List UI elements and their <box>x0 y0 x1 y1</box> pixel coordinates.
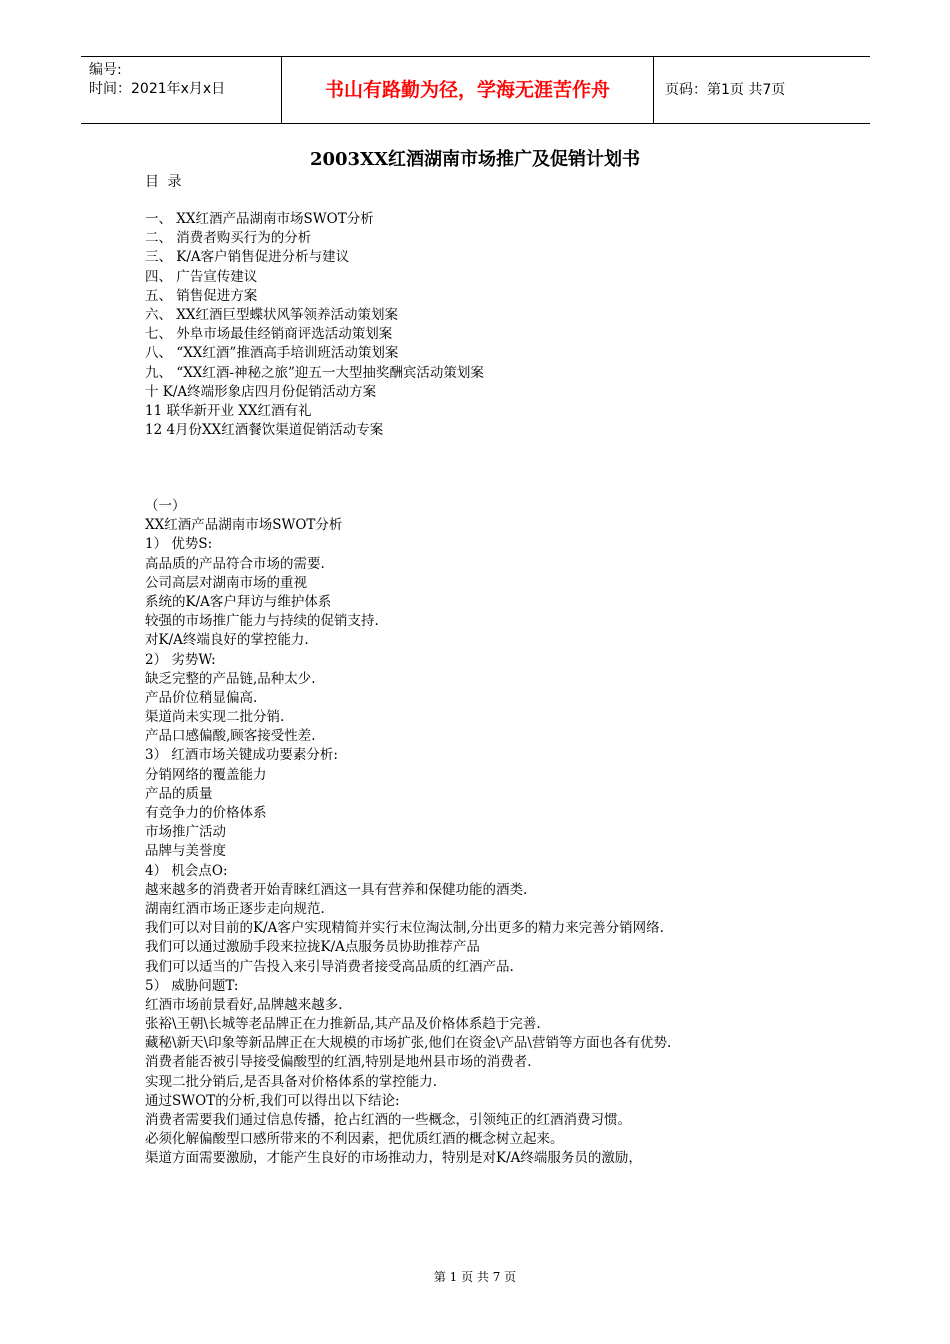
body-line: 藏秘\新天\印象等新品牌正在大规模的市场扩张,他们在资金\产品\营销等方面也各有优势. <box>145 1035 672 1052</box>
body-line: 产品口感偏酸,顾客接受性差. <box>145 728 316 745</box>
body-line: 有竞争力的价格体系 <box>145 805 267 821</box>
toc-item: 七、 外阜市场最佳经销商评选活动策划案 <box>145 326 393 343</box>
header-divider-right <box>653 57 654 123</box>
body-line: 较强的市场推广能力与持续的促销支持. <box>145 613 379 630</box>
section-heading: XX红酒产品湖南市场SWOT分析 <box>145 517 343 534</box>
subsection-heading: 5） 威胁问题T: <box>145 977 239 994</box>
subsection-heading: 2） 劣势W: <box>145 651 216 668</box>
body-line: 市场推广活动 <box>145 824 226 841</box>
subsection-heading: 1） 优势S: <box>145 536 213 553</box>
body-line: 分销网络的覆盖能力 <box>145 766 267 783</box>
toc-item: 12 4月份XX红酒餐饮渠道促销活动专案 <box>145 422 384 439</box>
subsection-heading: 4） 机会点O: <box>145 862 228 879</box>
body-line: 渠道方面需要激励，才能产生良好的市场推动力，特别是对K/A终端服务员的激励， <box>145 1150 642 1167</box>
section-number: （一） <box>145 498 186 514</box>
body-line: 实现二批分销后,是否具备对价格体系的掌控能力. <box>145 1073 438 1090</box>
body-line: 必须化解偏酸型口感所带来的不利因素，把优质红酒的概念树立起来。 <box>145 1131 564 1148</box>
toc-item: 八、 “XX红酒”推酒高手培训班活动策划案 <box>145 345 399 362</box>
body-line: 消费者需要我们通过信息传播，抢占红酒的一些概念，引领纯正的红酒消费习惯。 <box>145 1112 631 1128</box>
body-line: 缺乏完整的产品链,品种太少. <box>145 670 316 687</box>
body-line: 我们可以适当的广告投入来引导消费者接受高品质的红酒产品. <box>145 958 514 975</box>
body-line: 品牌与美誉度 <box>145 843 226 860</box>
body-line: 我们可以通过激励手段来拉拢K/A点服务员协助推荐产品 <box>145 939 480 956</box>
body-line: 渠道尚未实现二批分销. <box>145 709 285 726</box>
body-line: 湖南红酒市场正逐步走向规范. <box>145 900 325 917</box>
subsection-heading: 3） 红酒市场关键成功要素分析: <box>145 747 338 764</box>
body-line: 高品质的产品符合市场的需要. <box>145 555 325 572</box>
toc-item: 11 联华新开业 XX红酒有礼 <box>145 402 312 419</box>
body-line: 红酒市场前景看好,品牌越来越多. <box>145 996 343 1013</box>
toc-item: 五、 销售促进方案 <box>145 287 258 304</box>
body-line: 我们可以对目前的K/A客户实现精简并实行末位淘汰制,分出更多的精力来完善分销网络. <box>145 920 664 937</box>
page-footer: 第 1 页 共 7 页 <box>433 1270 517 1284</box>
toc-item: 六、 XX红酒巨型蝶状风筝领养活动策划案 <box>145 306 399 323</box>
toc-heading: 目 录 <box>145 174 184 190</box>
toc-item: 十 K/A终端形象店四月份促销活动方案 <box>145 383 377 400</box>
document-title: 2003XX红酒湖南市场推广及促销计划书 <box>309 149 641 170</box>
header-meta <box>89 61 279 99</box>
toc-item: 一、 XX红酒产品湖南市场SWOT分析 <box>145 211 374 227</box>
body-line: 对K/A终端良好的掌控能力. <box>145 632 309 649</box>
body-line: 越来越多的消费者开始青睐红酒这一具有营养和保健功能的酒类. <box>145 881 528 898</box>
toc-item: 三、 K/A客户销售促进分析与建议 <box>145 249 350 266</box>
body-line: 通过SWOT的分析,我们可以得出以下结论: <box>145 1092 400 1109</box>
page-header <box>81 56 870 124</box>
body-line: 系统的K/A客户拜访与维护体系 <box>145 593 332 610</box>
header-page-number: 页码：第1页 共7页 <box>665 82 786 98</box>
document-number-label: 编号: <box>89 62 122 78</box>
body-line: 产品的质量 <box>145 785 213 802</box>
table-of-contents <box>145 210 845 440</box>
toc-item: 二、 消费者购买行为的分析 <box>145 230 312 247</box>
body-line: 张裕\王朝\长城等老品牌正在力推新品,其产品及价格体系趋于完善. <box>145 1016 541 1033</box>
document-body <box>145 497 845 1169</box>
document-time-label: 时间：2021年x月x日 <box>89 81 226 97</box>
toc-item: 九、 “XX红酒-神秘之旅”迎五一大型抽奖酬宾活动策划案 <box>145 364 484 381</box>
body-line: 产品价位稍显偏高. <box>145 689 258 706</box>
toc-item: 四、 广告宣传建议 <box>145 268 258 285</box>
body-line: 公司高层对湖南市场的重视 <box>145 574 307 591</box>
body-line: 消费者能否被引导接受偏酸型的红酒,特别是地州县市场的消费者. <box>145 1054 532 1071</box>
header-motto: 书山有路勤为径，学海无涯苦作舟 <box>324 79 610 101</box>
